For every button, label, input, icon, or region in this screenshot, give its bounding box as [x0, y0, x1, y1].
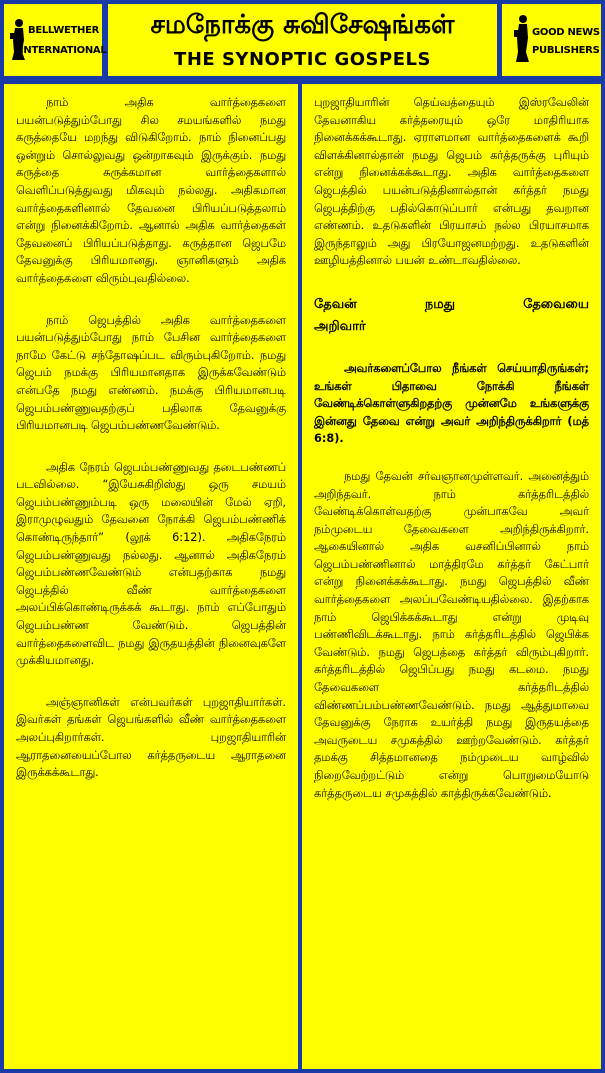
- page-title-english: THE SYNOPTIC GOSPELS: [174, 49, 431, 70]
- logo-left-line2: INTERNATIONAL: [20, 45, 107, 56]
- title-panel: [108, 4, 497, 76]
- logo-right-line1: GOOD NEWS: [532, 27, 600, 38]
- paragraph: நாம் ஜெபத்தில் அதிக வார்த்தைகளை பயன்படுத்தும்போது நாம் பேசின வார்த்தைகளை நாமே கேட்டு சந்தோஷப்பட விரும்புகிறோம். நமது ஜெபம் நமக்கு பிரியமானதாக இருக்கவேண்டும் என்பதே நமது எண்ணம். நமக்கு பிரியமானபடி ஜெபம்பண்ணுவதற்குப் பதிலாக தேவனுக்கு பிரியமானபடி ஜெபம்பண்ணவேண்டும்.: [16, 313, 286, 433]
- left-column: [4, 84, 298, 1069]
- bellwether-logo: [4, 4, 107, 76]
- paragraph: நாம் அதிக வார்த்தைகளை பயன்படுத்தும்போது சில சமயங்களில் நமது கருத்தையே மறந்து விடுகிறோம். நாம் நினைப்பது ஒன்றும் சொல்லுவது ஒன்றாகவும் இருக்கும். நமது கருத்தை சுருக்கமான வார்த்தைகளால் வெளிப்படுத்துவது மிகவும் நல்லது. அதிகமான வார்த்தைகளினால் தேவனை பிரியப்படுத்தலாம் என்று நினைக்கிறோம். ஆனால் அதிக வார்த்தைகள் தேவனைப் பிரியப்படுத்தாது. கருத்தான ஜெபமே தேவனுக்கு பிரியமானது. ஞானிகளும் அதிக வார்த்தைகளை விரும்புவதில்லை.: [16, 96, 286, 285]
- paragraph: நமது தேவன் சர்வஞானமுள்ளவர். அனைத்தும் அறிந்தவர். நாம் கர்த்தரிடத்தில் வேண்டிக்கொள்வதற்கு முன்பாகவே அவர் நம்முடைய தேவைகளை அறிந்திருக்கிறார். ஆகையினால் அதிக வசனிப்பினால் நாம் ஜெபம்பண்ணினால் மாத்திரமே கர்த்தர் கேட்பார் என்று நினைக்கக்கூடாது. நமது ஜெபத்தில் வீண் வார்த்தைகளை அலப்பவேண்டியதில்லை. இதற்காக நாம் ஜெபிக்கக்கூடாது என்று முடிவு பண்ணிவிடக்கூடாது. நாம் கர்த்தரிடத்தில் ஜெபிக்க வேண்டும். நமது ஜெபத்தை கர்த்தர் விரும்புகிறார். கர்த்தரிடத்தில் ஜெபிப்பது நமது கடமை. நமது தேவைகளை கர்த்தரிடத்தில் விண்ணப்பம்பண்ணவேண்டும். நமது ஆத்துமாவை தேவனுக்கு நேராக உயர்த்தி நமது இருதயத்தை அவருடைய சமுகத்தில் ஊற்றவேண்டும். கர்த்தர் தமக்கு சித்தமானதை நம்முடைய வாழ்வில் நிறைவேற்றட்டும் என்று பொறுமையோடு கர்த்தருடைய சமுகத்தில் காத்திருக்கவேண்டும்.: [314, 469, 589, 800]
- right-column: [302, 84, 601, 1069]
- section-heading: தேவன் நமது தேவையை அறிவார்: [314, 296, 589, 334]
- page-title-tamil: சமநோக்கு சுவிசேஷங்கள்: [150, 10, 455, 40]
- paragraph: அஞ்ஞானிகள் என்பவர்கள் புறஜாதியார்கள். இவர்கள் தங்கள் ஜெபங்களில் வீண் வார்த்தைகளை அலப்புகிறார்கள். புறஜாதியாரின் ஆராதனையைப்போல கர்த்தருடைய ஆராதனை இருக்கக்கூடாது.: [16, 695, 286, 780]
- reader-figure-icon: [514, 14, 530, 64]
- good-news-logo: [502, 4, 601, 76]
- paragraph: அதிக நேரம் ஜெபம்பண்ணுவது தடைபண்ணப் படவில்லை. “இயேசுகிறிஸ்து ஒரு சமயம் ஜெபம்பண்ணும்படி ஒரு மலையின் மேல் ஏறி, இராமுழுவதும் தேவனை நோக்கி ஜெபம்பண்ணிக் கொண்டிருந்தார்” (லூக் 6:12). அதிகநேரம் ஜெபம்பண்ணுவது நல்லது. ஆனால் அதிகநேரம் ஜெபம்பண்ணவேண்டும் என்பதற்காக நமது ஜெபத்தில் வீண் வார்த்தைகளை அலப்பிக்கொண்டிருக்கக் கூடாது. நாம் எப்போதும் ஜெபம்பண்ண வேண்டும். ஜெபத்தின் வார்த்தைகளைவிட நமது இருதயத்தின் நினைவுகளே முக்கியமானது.: [16, 460, 286, 668]
- paragraph: புறஜாதியாரின் தெய்வத்தையும் இஸ்ரவேலின் தேவனாகிய கர்த்தரையும் ஒரே மாதிரியாக நினைக்கக்கூடாது. ஏராளமான வார்த்தைகளைக் கூறி விளக்கினால்தான் நமது ஜெபம் கர்த்தருக்கு புரியும் என்று நினைக்கக்கூடாது. அதிக வார்த்தைகளை ஜெபத்தில் பயன்படுத்தினால்தான் கர்த்தர் நமது ஜெபத்திற்கு பதில்கொடுப்பார் என்பது தவறான எண்ணம். உதடுகளின் பிரயாசம் நல்ல பிரயாசமாக இருந்தாலும் அது பிரயோஜனமற்றது. உதடுகளின் ஊழியத்தினால் பயன் உண்டாவதில்லை.: [314, 96, 589, 268]
- scripture-verse: அவர்களைப்போல நீங்கள் செய்யாதிருங்கள்; உங்கள் பிதாவை நோக்கி நீங்கள் வேண்டிக்கொள்ளுகிறதற்கு முன்னமே உங்களுக்கு இன்னது தேவை என்று அவர் அறிந்திருக்கிறார் (மத் 6:8).: [314, 361, 589, 446]
- logo-left-line1: BELLWETHER: [28, 25, 100, 36]
- logo-right-line2: PUBLISHERS: [532, 45, 600, 56]
